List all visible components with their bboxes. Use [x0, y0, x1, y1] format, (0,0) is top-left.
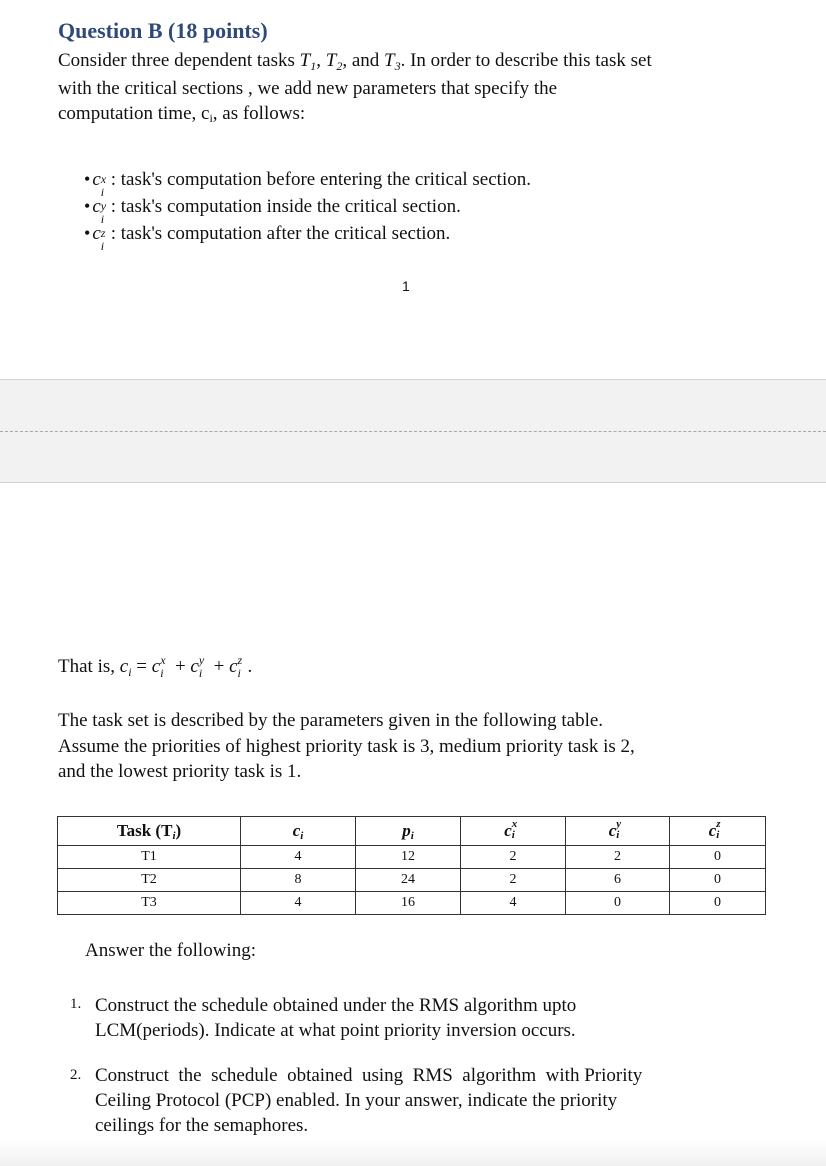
- bullet-list: [84, 166, 531, 253]
- table-cell: 2: [461, 869, 566, 892]
- task-parameter-table: [57, 816, 766, 915]
- question-1-number: 1.: [70, 996, 82, 1012]
- question-2-line-2: Ceiling Protocol (PCP) enabled. In your answer, indicate the priority: [95, 1090, 618, 1111]
- table-cell: 0: [670, 869, 766, 892]
- bottom-fade: [0, 1140, 826, 1166]
- question-2: [95, 1063, 775, 1138]
- page-break-line: [0, 431, 826, 432]
- table-cell: 24: [356, 869, 461, 892]
- desc-line-3: and the lowest priority task is 1.: [58, 761, 302, 782]
- table-cell: 2: [461, 846, 566, 869]
- bullet-item-y: • c y i : task's computation inside the critical section.: [84, 196, 461, 226]
- bullet-item-z: • c z i : task's computation after the critical section.: [84, 223, 451, 253]
- table-cell: 4: [461, 892, 566, 915]
- page-number: 1: [402, 278, 410, 294]
- bullet-dot-icon: •: [84, 169, 91, 189]
- table-description: [58, 708, 788, 785]
- bullet-dot-icon: •: [84, 196, 91, 216]
- table-cell: 0: [670, 846, 766, 869]
- intro-line-3: computation time, ci, as follows:: [58, 103, 306, 125]
- question-title: Question B (18 points): [58, 18, 268, 43]
- table-cell: 4: [241, 846, 356, 869]
- question-2-line-1: Construct the schedule obtained using RMS algorithm with Priority: [95, 1065, 643, 1086]
- header-cy: c y i: [566, 817, 670, 846]
- intro-paragraph: [58, 48, 788, 129]
- table-cell: T3: [58, 892, 241, 915]
- table-cell: T1: [58, 846, 241, 869]
- header-cx: c x i: [461, 817, 566, 846]
- desc-line-1: The task set is described by the parameters given in the following table.: [58, 710, 604, 731]
- table-cell: 2: [566, 846, 670, 869]
- header-ci: ci: [241, 817, 356, 846]
- table-cell: 4: [241, 892, 356, 915]
- table-cell: 0: [566, 892, 670, 915]
- table-cell: 16: [356, 892, 461, 915]
- question-2-number: 2.: [70, 1067, 82, 1083]
- table-row: [58, 869, 766, 892]
- equation-line: That is, $c_i = c$ x i + c y i + c z i .: [58, 653, 253, 680]
- bullet-item-x: • c x i : task's computation before entering the critical section.: [84, 169, 531, 199]
- table-cell: 6: [566, 869, 670, 892]
- desc-line-2: Assume the priorities of highest priority task is 3, medium priority task is 2,: [58, 735, 635, 757]
- header-cz: c z i: [670, 817, 766, 846]
- table-row: [58, 846, 766, 869]
- intro-line-2: with the critical sections , we add new parameters that specify the: [58, 77, 558, 99]
- bullet-dot-icon: •: [84, 223, 91, 243]
- table-header-row: [58, 817, 766, 846]
- intro-line-1: Consider three dependent tasks $T_1$, $T_2$, and $T_3$. In order to describe this task set: [58, 50, 652, 73]
- table-row: [58, 892, 766, 915]
- question-1-line-2: LCM(periods). Indicate at what point priority inversion occurs.: [95, 1020, 576, 1041]
- table-cell: T2: [58, 869, 241, 892]
- question-2-line-3: ceilings for the semaphores.: [95, 1115, 309, 1136]
- table-cell: 8: [241, 869, 356, 892]
- table-cell: 0: [670, 892, 766, 915]
- table-cell: 12: [356, 846, 461, 869]
- answer-intro: Answer the following:: [85, 940, 256, 961]
- question-1: [95, 993, 755, 1043]
- header-pi: pi: [356, 817, 461, 846]
- header-task: Task (Ti): [58, 817, 241, 846]
- question-1-line-1: Construct the schedule obtained under the RMS algorithm upto: [95, 995, 577, 1016]
